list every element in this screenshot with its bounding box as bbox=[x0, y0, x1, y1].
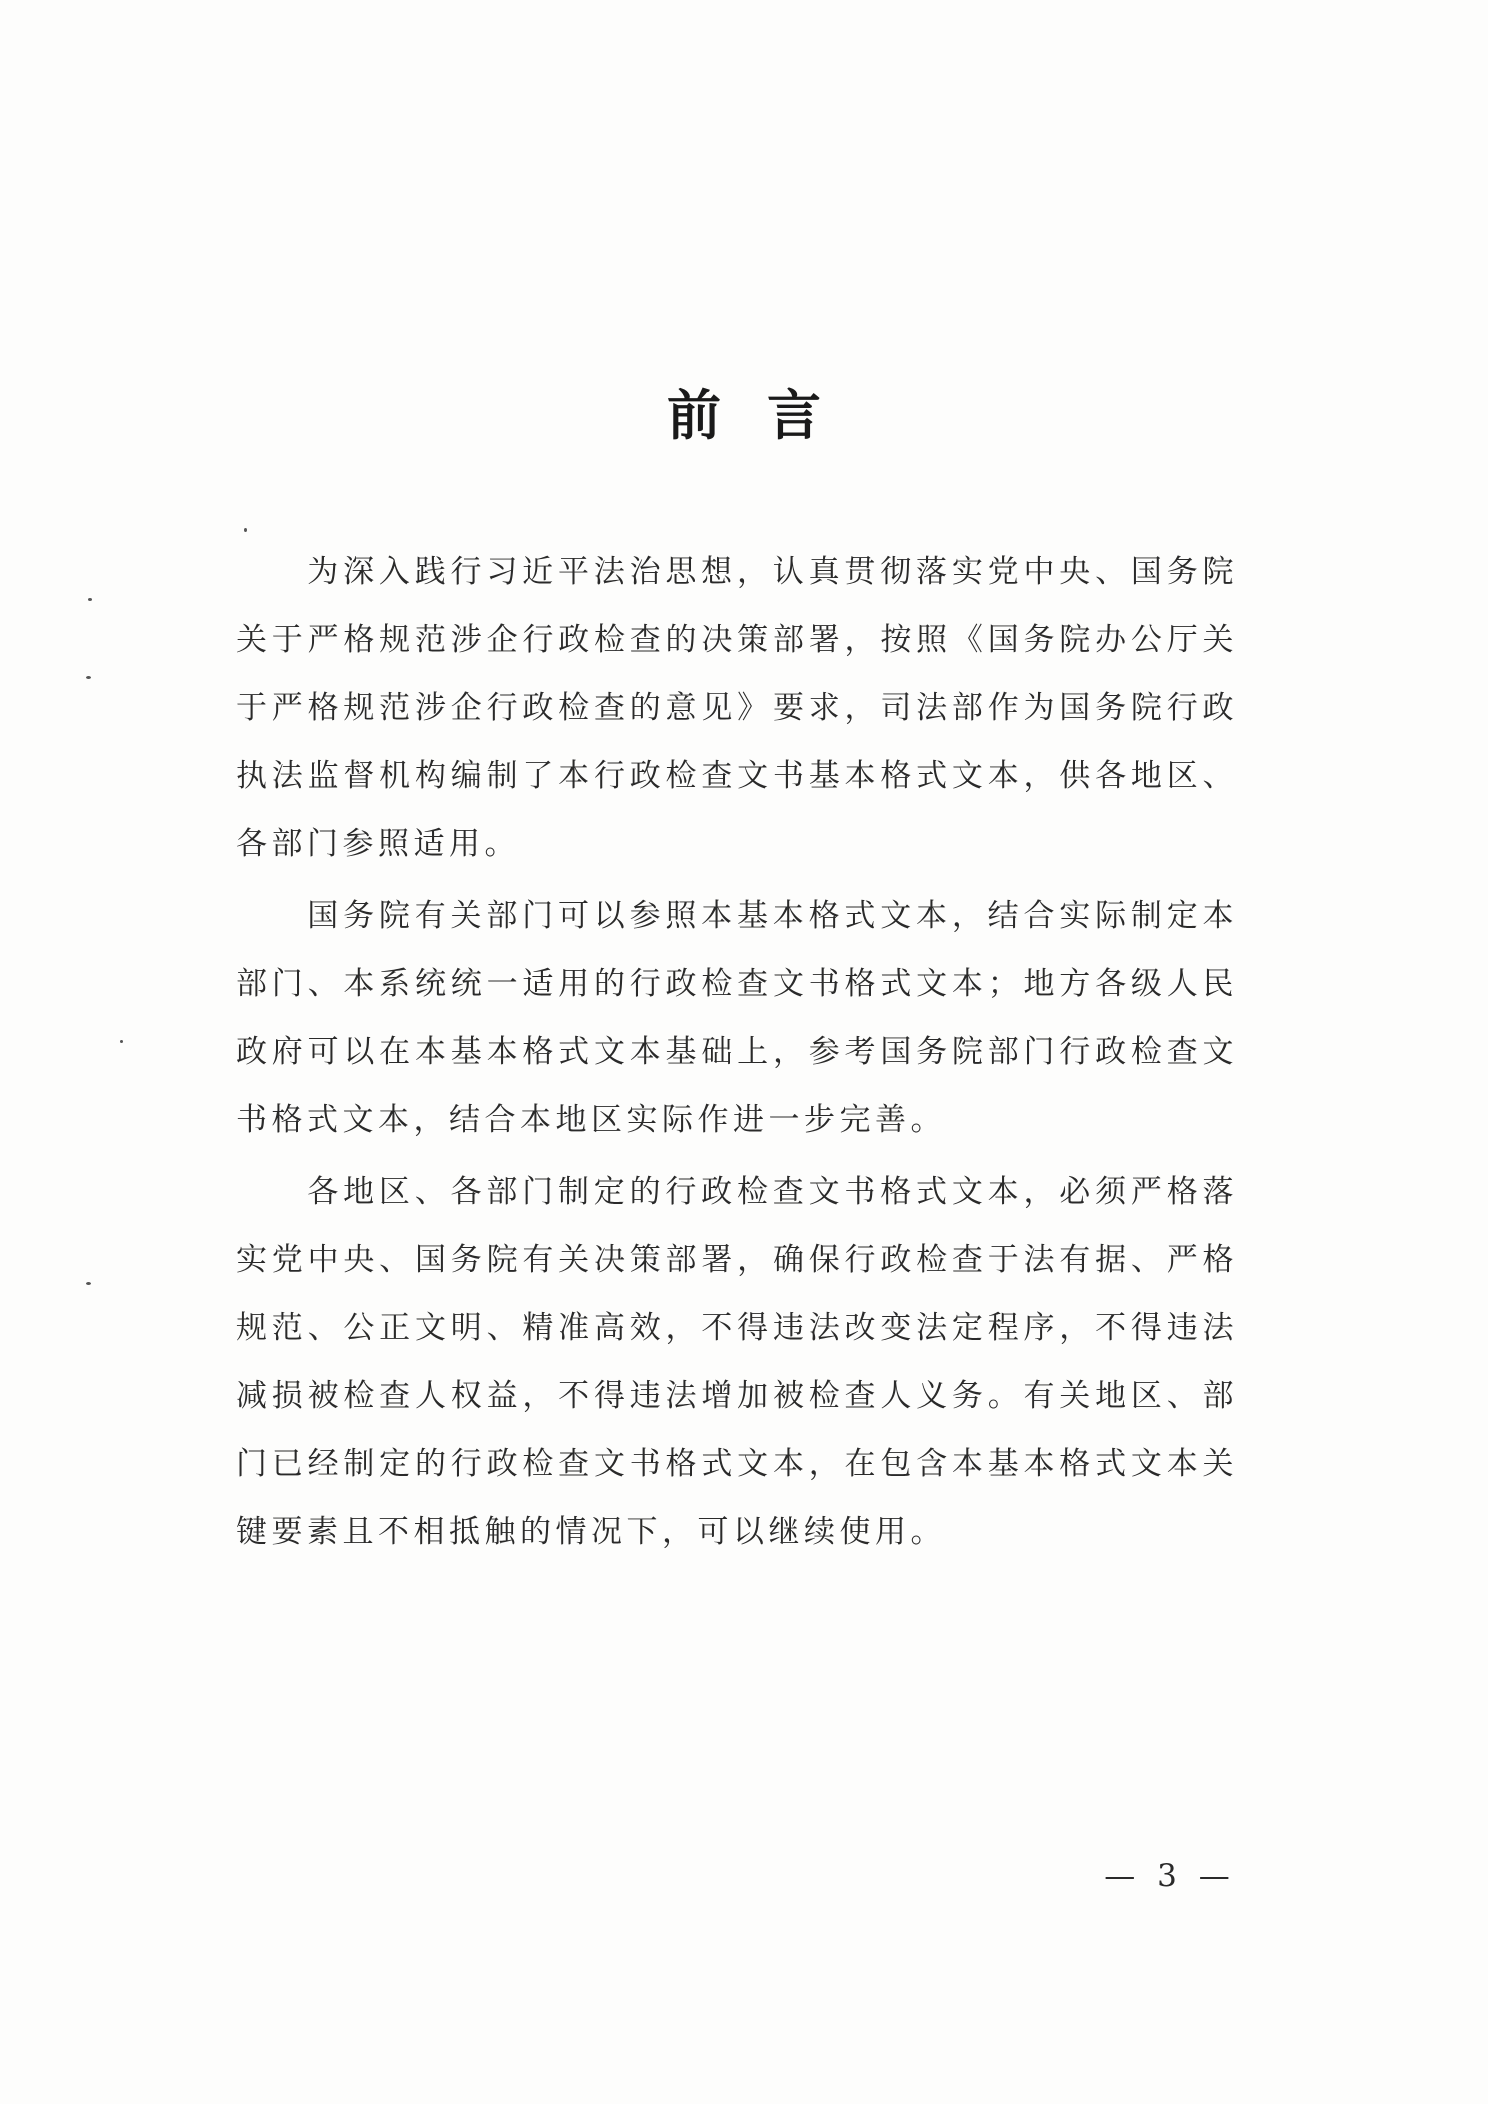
scan-speck bbox=[120, 1040, 123, 1043]
body-text bbox=[236, 538, 1238, 1566]
paragraph-3: 各地区、各部门制定的行政检查文书格式文本，必须严格落实党中央、国务院有关决策部署，确保行政检查于法有据、严格规范、公正文明、精准高效，不得违法改变法定程序，不得违法减损被检查人权益，不得违法增加被检查人义务。有关地区、部门已经制定的行政检查文书格式文本，在包含本基本格式文本关键要素且不相抵触的情况下，可以继续使用。 bbox=[236, 1174, 1238, 1550]
scan-speck bbox=[86, 676, 91, 679]
scan-speck bbox=[86, 1282, 91, 1285]
paragraph-1: 为深入践行习近平法治思想，认真贯彻落实党中央、国务院关于严格规范涉企行政检查的决策部署，按照《国务院办公厅关于严格规范涉企行政检查的意见》要求，司法部作为国务院行政执法监督机构编制了本行政检查文书基本格式文本，供各地区、各部门参照适用。 bbox=[236, 554, 1238, 862]
scan-speck bbox=[244, 528, 247, 532]
page-number: — 3 — bbox=[1104, 1858, 1236, 1894]
page-title: 前言 bbox=[667, 383, 867, 447]
paragraph-2: 国务院有关部门可以参照本基本格式文本，结合实际制定本部门、本系统统一适用的行政检查文书格式文本；地方各级人民政府可以在本基本格式文本基础上，参考国务院部门行政检查文书格式文本，结合本地区实际作进一步完善。 bbox=[236, 898, 1238, 1138]
scan-speck bbox=[88, 598, 92, 601]
